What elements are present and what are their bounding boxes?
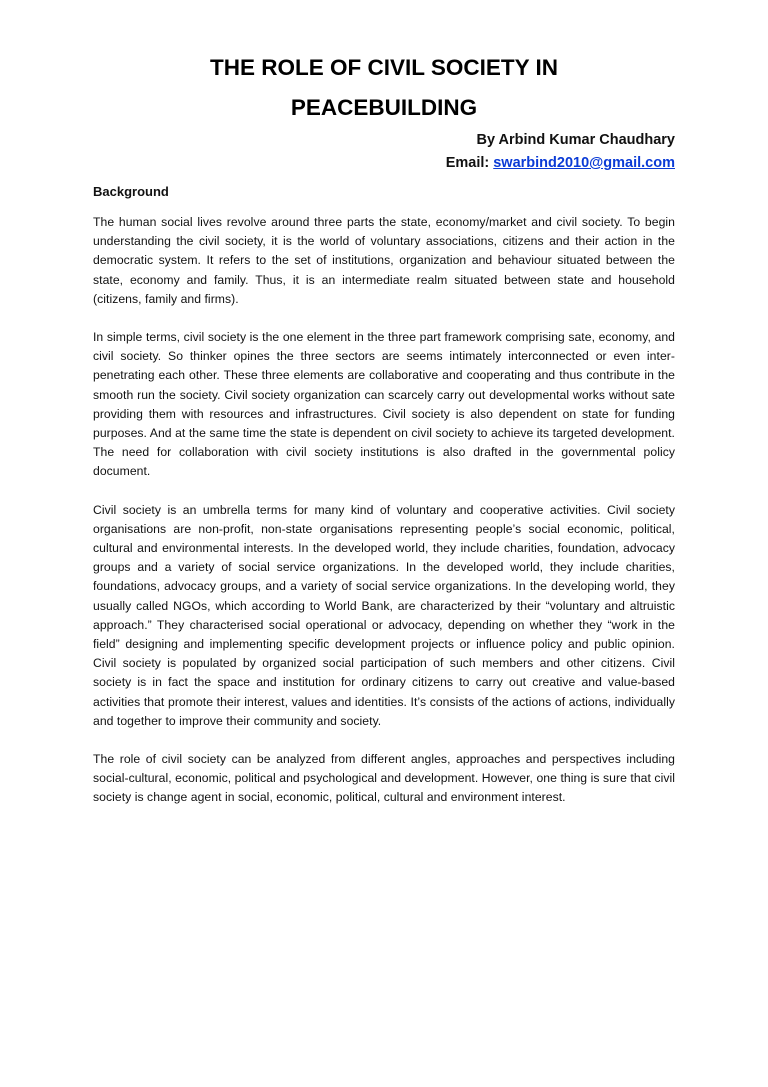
email-line bbox=[93, 152, 675, 174]
paragraph-3: Civil society is an umbrella terms for many kind of voluntary and cooperative activities. Civil society organisations are non-profit, non-state organisations representing people’s social economic, political, cultural and environmental interests. In the developed world, they include charities, foundation, advocacy groups and a variety of social service organizations. In the developed world, they include charities, foundations, advocacy groups, and a variety of social service organizations. In the developing world, they usually called NGOs, which according to World Bank, are characterized by their “voluntary and altruistic approach.” They characterised social operational or advocacy, depending on whether they “work in the field” designing and implementing specific development projects or influence policy and public opinion. Civil society is populated by organized social participation of such members and other citizens. Civil society is in fact the space and institution for ordinary citizens to carry out creative and value-based activities that promote their interest, values and identities. It’s consists of the actions of actions, individually and together to improve their community and society. bbox=[93, 502, 675, 728]
author-line: By Arbind Kumar Chaudhary bbox=[476, 132, 675, 148]
paragraph-1: The human social lives revolve around three parts the state, economy/market and civil society. To begin understanding the civil society, it is the world of voluntary associations, citizens and their action in the democratic system. It refers to the set of institutions, organization and behaviour situated between the state, economy and family. Thus, it is an intermediate realm situated between state and household (citizens, family and firms). bbox=[93, 215, 675, 306]
title-line-2: PEACEBUILDING bbox=[290, 95, 478, 120]
document-page bbox=[93, 48, 675, 827]
paragraph-4: The role of civil society can be analyzed from different angles, approaches and perspectives including social-cultural, economic, political and psychological and development. However, one thing is sure that civil society is change agent in social, economic, political, cultural and environment interest. bbox=[93, 752, 675, 805]
document-title bbox=[93, 48, 675, 128]
email-link[interactable]: swarbind2010@gmail.com bbox=[493, 155, 675, 171]
section-heading: Background bbox=[93, 184, 169, 199]
email-label: Email: bbox=[445, 155, 494, 171]
title-line-1: THE ROLE OF CIVIL SOCIETY IN bbox=[210, 55, 558, 80]
paragraph-2: In simple terms, civil society is the one element in the three part framework comprising sate, economy, and civil society. So thinker opines the three sectors are seems intimately interconnected or even inter-penetrating each other. These three elements are collaborative and cooperating and thus contribute in the smooth run the society. Civil society organization can scarcely carry out developmental works without sate providing them with resources and infrastructures. Civil society is also dependent on state for funding purposes. And at the same time the state is dependent on civil society to achieve its targeted development. The need for collaboration with civil society institutions is also drafted in the governmental policy document. bbox=[93, 330, 675, 479]
